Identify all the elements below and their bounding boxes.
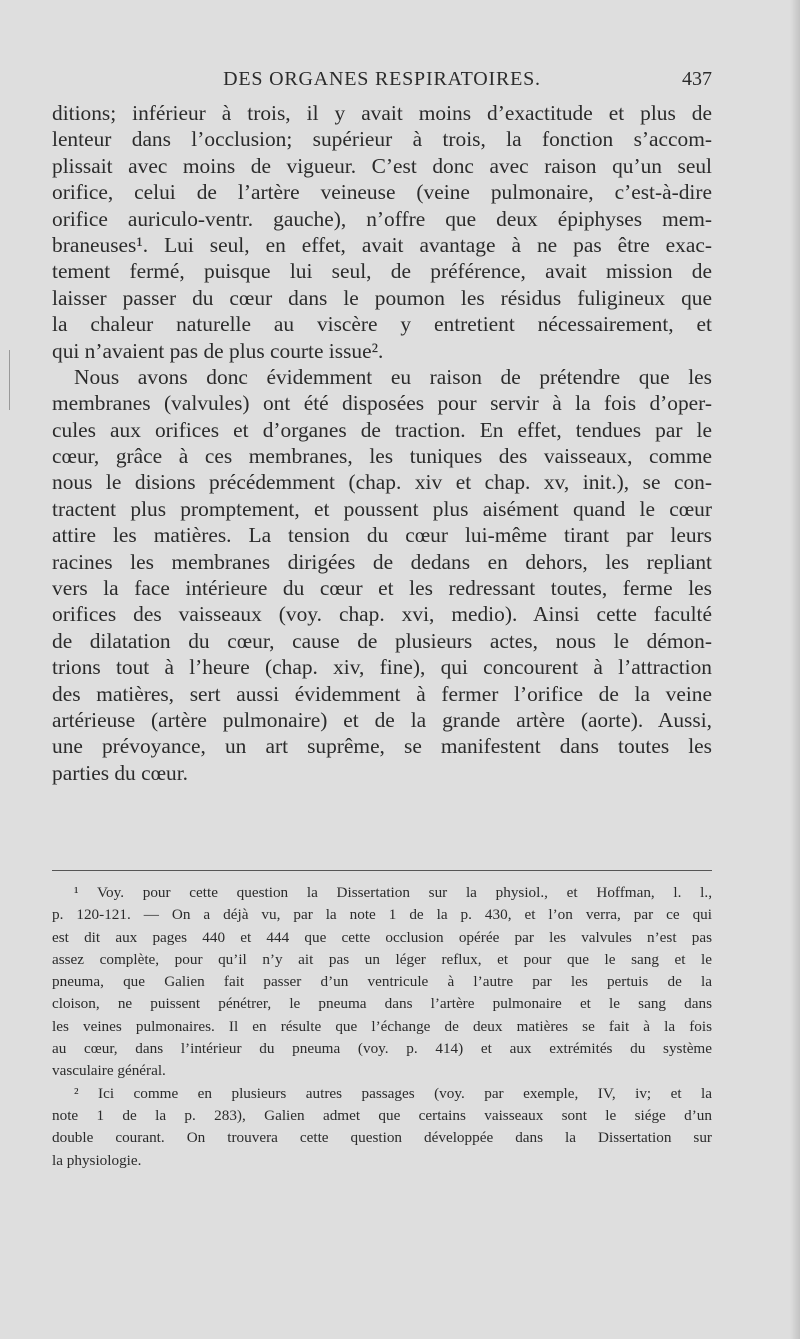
text-line: de dilatation du cœur, cause de plusieurs actes, nous le démon- — [52, 628, 712, 653]
footnote-line: double courant. On trouvera cette question développée dans la Dissertation sur — [52, 1129, 712, 1147]
footnote-line: cloison, ne puissent pénétrer, le pneuma dans l’artère pulmonaire et le sang dans — [52, 995, 712, 1013]
text-line: orifice auriculo-ventr. gauche), n’offre que deux épiphyses mem- — [52, 206, 712, 231]
text-line: lenteur dans l’occlusion; supérieur à trois, la fonction s’accom- — [52, 127, 712, 152]
text-line: cœur, grâce à ces membranes, les tuniques des vaisseaux, comme — [52, 444, 712, 469]
footnote-line: note 1 de la p. 283), Galien admet que certains vaisseaux sont le siége d’un — [52, 1106, 712, 1124]
page-header — [52, 68, 712, 96]
running-title: DES ORGANES RESPIRATOIRES. — [223, 68, 541, 90]
text-line: nous le disions précédemment (chap. xiv et chap. xv, init.), se con- — [52, 470, 712, 495]
text-line: attire les matières. La tension du cœur lui-même tirant par leurs — [52, 523, 712, 548]
text-line: la chaleur naturelle au viscère y entretient nécessairement, et — [52, 312, 712, 337]
footnote-line: au cœur, dans l’intérieur du pneuma (voy. p. 414) et aux extrémités du système — [52, 1040, 712, 1058]
text-line: orifice, celui de l’artère veineuse (veine pulmonaire, c’est-à-dire — [52, 180, 712, 205]
page-edge-shadow — [790, 0, 800, 1339]
page-number: 437 — [682, 68, 712, 90]
text-line: tractent plus promptement, et poussent plus aisément quand le cœur — [52, 496, 712, 521]
main-text — [52, 100, 712, 786]
text-line: plissait avec moins de vigueur. C’est donc avec raison qu’un seul — [52, 153, 712, 178]
footnote-line: est dit aux pages 440 et 444 que cette occlusion opérée par les valvules n’est pas — [52, 928, 712, 946]
footnote-line: p. 120-121. — On a déjà vu, par la note 1 de la p. 430, et l’on verra, par ce qui — [52, 906, 712, 924]
footnotes — [52, 882, 712, 1172]
text-line: trions tout à l’heure (chap. xiv, fine), qui concourent à l’attraction — [52, 655, 712, 680]
footnote-line: les veines pulmonaires. Il en résulte que l’échange de deux matières se fait à la fois — [52, 1017, 712, 1035]
text-line: ditions; inférieur à trois, il y avait moins d’exactitude et plus de — [52, 101, 712, 125]
text-line: racines les membranes dirigées de dedans en dehors, les repliant — [52, 549, 712, 574]
text-line: une prévoyance, un art suprême, se manifestent dans toutes les — [52, 734, 712, 759]
text-line: laisser passer du cœur dans le poumon les résidus fuligineux que — [52, 285, 712, 310]
text-line: qui n’avaient pas de plus courte issue². — [52, 338, 384, 363]
text-line: vers la face intérieure du cœur et les redressant toutes, ferme les — [52, 576, 712, 601]
footnote-line: vasculaire général. — [52, 1062, 166, 1080]
footnote-line: assez complète, pour qu’il n’y ait pas un léger reflux, et pour que le sang et le — [52, 950, 712, 968]
text-line: des matières, sert aussi évidemment à fermer l’orifice de la veine — [52, 681, 712, 706]
footnote-separator — [52, 870, 712, 871]
margin-pencil-mark — [9, 350, 10, 410]
text-line: braneuses¹. Lui seul, en effet, avait avantage à ne pas être exac- — [52, 232, 712, 257]
footnote-line: ¹ Voy. pour cette question la Dissertation sur la physiol., et Hoffman, l. l., — [74, 884, 712, 901]
text-line: cules aux orifices et d’organes de traction. En effet, tendues par le — [52, 417, 712, 442]
text-line: Nous avons donc évidemment eu raison de prétendre que les — [74, 364, 712, 389]
text-line: artérieuse (artère pulmonaire) et de la grande artère (aorte). Aussi, — [52, 707, 712, 732]
footnote-line: la physiologie. — [52, 1151, 142, 1169]
text-line: tement fermé, puisque lui seul, de préférence, avait mission de — [52, 259, 712, 284]
text-line: membranes (valvules) ont été disposées pour servir à la fois d’oper- — [52, 391, 712, 416]
footnote-line: pneuma, que Galien fait passer d’un ventricule à l’autre par les pertuis de la — [52, 973, 712, 991]
text-line: parties du cœur. — [52, 760, 189, 785]
text-line: orifices des vaisseaux (voy. chap. xvi, medio). Ainsi cette faculté — [52, 602, 712, 627]
footnote-line: ² Ici comme en plusieurs autres passages (voy. par exemple, IV, iv; et la — [74, 1084, 712, 1102]
